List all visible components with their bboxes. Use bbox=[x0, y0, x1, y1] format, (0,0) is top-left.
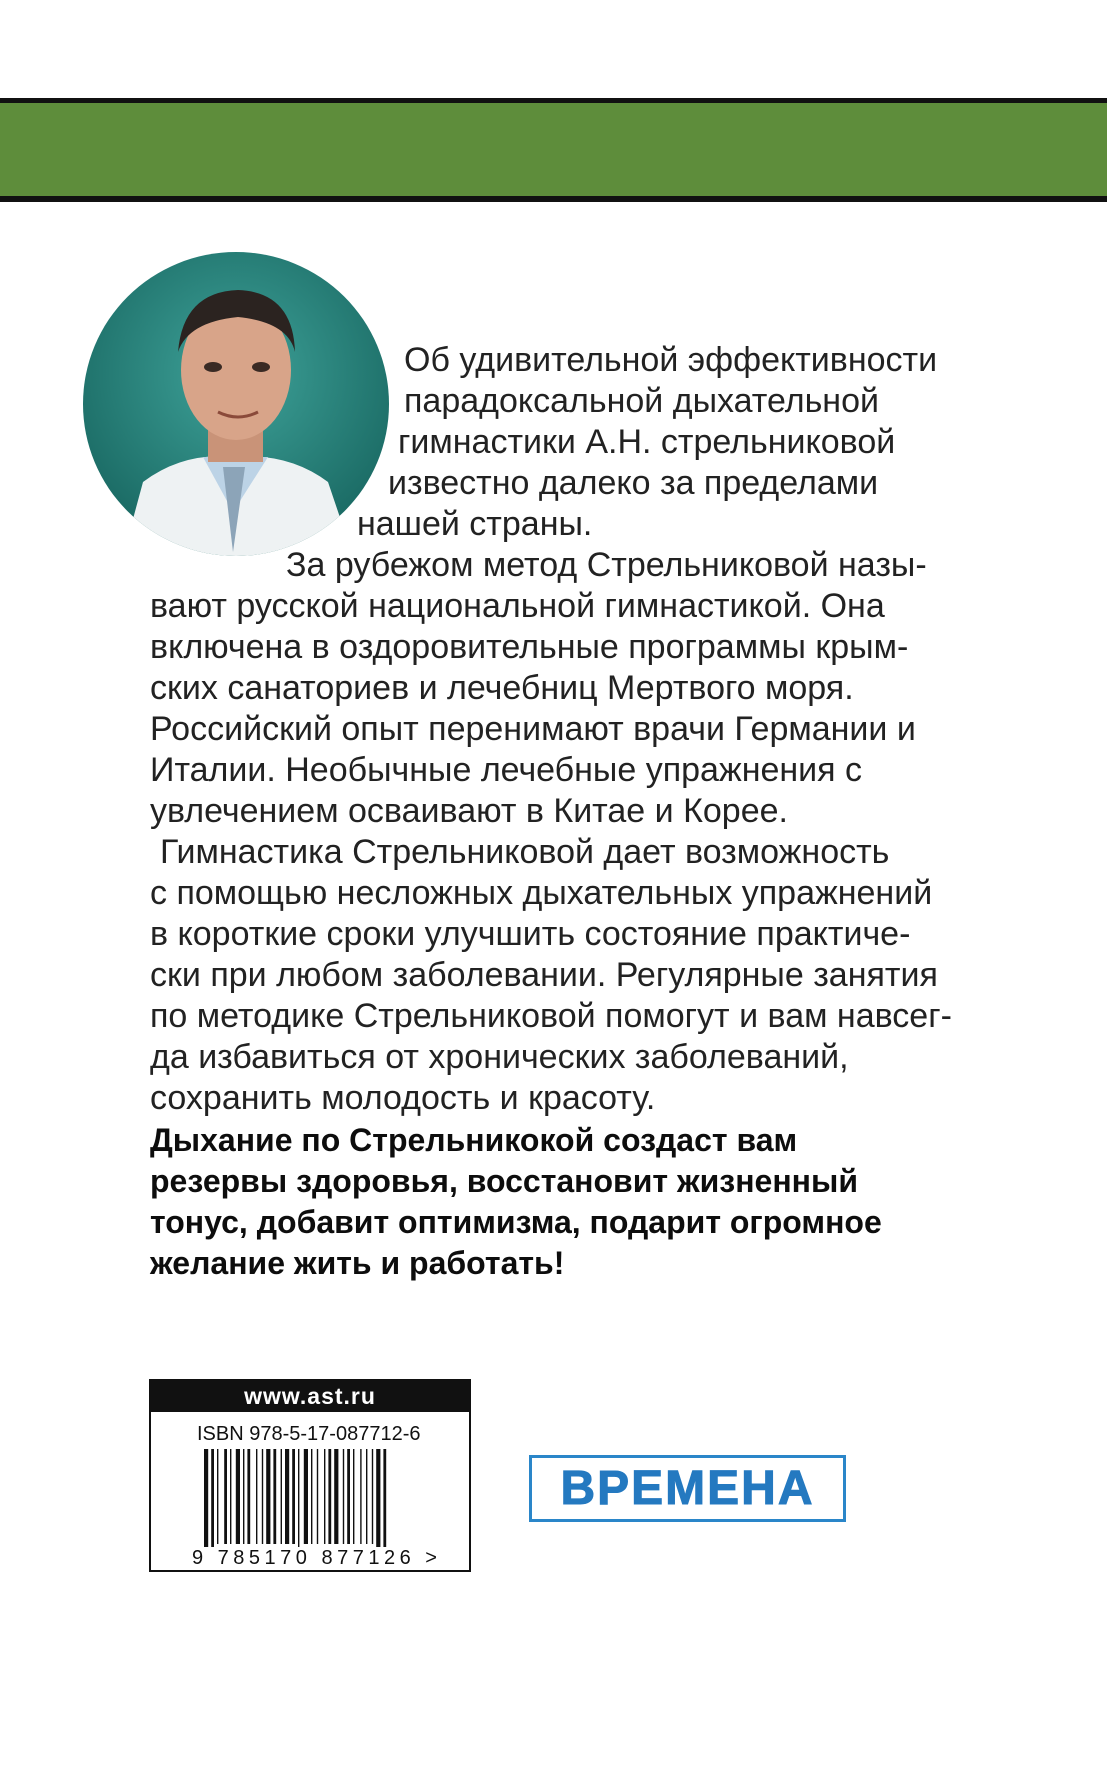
author-photo-icon bbox=[83, 252, 389, 556]
body-line: по методике Стрельниковой помогут и вам навсег- bbox=[150, 997, 952, 1035]
barcode-bar bbox=[262, 1449, 263, 1544]
intro-line: парадоксальной дыхательной bbox=[404, 382, 879, 420]
intro-line: гимнастики А.Н. стрельниковой bbox=[398, 423, 896, 461]
body-line: сохранить молодость и красоту. bbox=[150, 1079, 656, 1117]
barcode-bar bbox=[247, 1449, 250, 1544]
barcode-bar bbox=[298, 1449, 299, 1554]
publisher-url: www.ast.ru bbox=[151, 1381, 469, 1412]
barcode-bar bbox=[292, 1449, 295, 1544]
barcode-bar bbox=[204, 1449, 208, 1554]
barcode-bar bbox=[360, 1449, 361, 1544]
isbn-block bbox=[149, 1379, 471, 1572]
emphasis-line: желание жить и работать! bbox=[150, 1245, 565, 1281]
body-line: ски при любом заболевании. Регулярные занятия bbox=[150, 956, 938, 994]
intro-line: Об удивительной эффективности bbox=[404, 341, 938, 379]
publisher-logo bbox=[529, 1455, 846, 1522]
intro-line: нашей страны. bbox=[357, 505, 593, 543]
emphasis-line: Дыхание по Стрельникокой создаст вам bbox=[150, 1122, 798, 1158]
barcode-bar bbox=[285, 1449, 289, 1544]
barcode-bar bbox=[224, 1449, 227, 1544]
body-line: с помощью несложных дыхательных упражнений bbox=[150, 874, 933, 912]
barcode-bar bbox=[366, 1449, 367, 1544]
body-line: увлечением осваивают в Китае и Корее. bbox=[150, 792, 788, 830]
barcode-bar bbox=[281, 1449, 282, 1544]
publisher-name: ВРЕМЕНА bbox=[560, 1462, 815, 1515]
isbn-number: ISBN 978-5-17-087712-6 bbox=[197, 1423, 421, 1445]
barcode-icon bbox=[204, 1449, 449, 1554]
barcode-bar bbox=[243, 1449, 244, 1544]
barcode-bar bbox=[334, 1449, 338, 1544]
emphasis-line: резервы здоровья, восстановит жизненный bbox=[150, 1163, 858, 1199]
barcode-bar bbox=[217, 1449, 218, 1544]
body-line: Италии. Необычные лечебные упражнения с bbox=[150, 751, 863, 789]
body-line: вают русской национальной гимнастикой. Она bbox=[150, 587, 885, 625]
barcode-bar bbox=[304, 1449, 308, 1544]
barcode-digits: 9 785170 877126 > bbox=[192, 1547, 442, 1569]
barcode-bar bbox=[353, 1449, 354, 1544]
barcode-bar bbox=[324, 1449, 325, 1544]
barcode-bar bbox=[273, 1449, 276, 1544]
top-color-band bbox=[0, 98, 1107, 202]
barcode-bar bbox=[347, 1449, 350, 1544]
barcode-bar bbox=[311, 1449, 312, 1544]
barcode-bar bbox=[343, 1449, 344, 1544]
author-portrait bbox=[83, 252, 389, 556]
body-line: Российский опыт перенимают врачи Германии и bbox=[150, 710, 916, 748]
barcode-bar bbox=[211, 1449, 214, 1554]
body-line: в короткие сроки улучшить состояние практиче- bbox=[150, 915, 911, 953]
emphasis-line: тонус, добавит оптимизма, подарит огромное bbox=[150, 1204, 882, 1240]
barcode-bar bbox=[230, 1449, 231, 1544]
barcode-bar bbox=[236, 1449, 240, 1544]
body-line: включена в оздоровительные программы крым- bbox=[150, 628, 909, 666]
barcode-bar bbox=[383, 1449, 386, 1554]
body-line: ских санаториев и лечебниц Мертвого моря. bbox=[150, 669, 854, 707]
barcode-bar bbox=[266, 1449, 270, 1544]
barcode-bar bbox=[317, 1449, 318, 1544]
body-line: да избавиться от хронических заболеваний, bbox=[150, 1038, 849, 1076]
intro-line: известно далеко за пределами bbox=[388, 464, 879, 502]
barcode-bar bbox=[328, 1449, 331, 1544]
body-line: За рубежом метод Стрельниковой назы- bbox=[286, 546, 927, 584]
barcode-bar bbox=[372, 1449, 373, 1544]
body-line: Гимнастика Стрельниковой дает возможность bbox=[160, 833, 890, 871]
barcode-bar bbox=[376, 1449, 380, 1554]
barcode-bar bbox=[256, 1449, 257, 1544]
